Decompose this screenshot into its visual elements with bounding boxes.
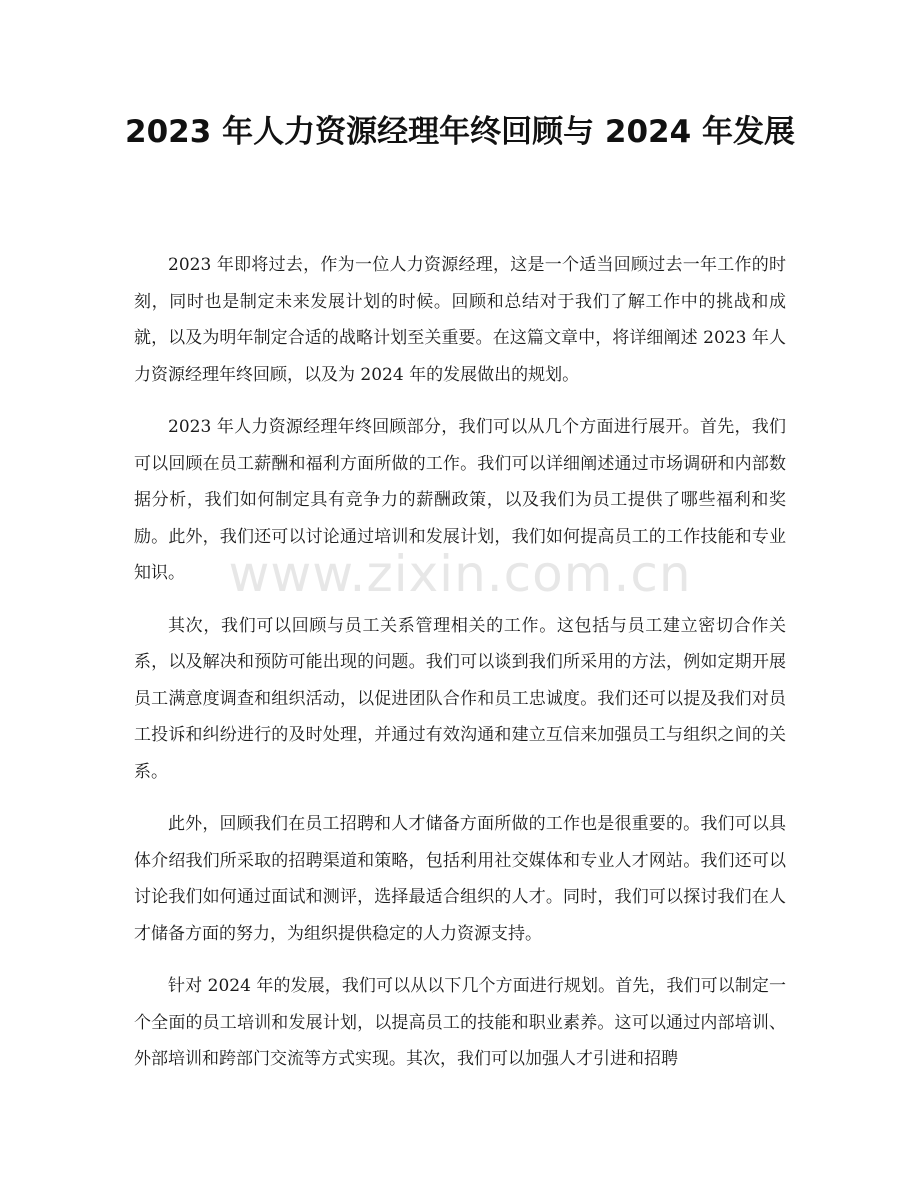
paragraph-4: 此外，回顾我们在员工招聘和人才储备方面所做的工作也是很重要的。我们可以具体介绍我们所采取的招聘渠道和策略，包括利用社交媒体和专业人才网站。我们还可以讨论我们如何通过面试和测评，选择最适合组织的人才。同时，我们可以探讨我们在人才储备方面的努力，为组织提供稳定的人力资源支持。 [134, 814, 786, 944]
document-body [134, 247, 786, 1094]
paragraph-3: 其次，我们可以回顾与员工关系管理相关的工作。这包括与员工建立密切合作关系，以及解决和预防可能出现的问题。我们可以谈到我们所采用的方法，例如定期开展员工满意度调查和组织活动，以促进团队合作和员工忠诚度。我们还可以提及我们对员工投诉和纠纷进行的及时处理，并通过有效沟通和建立互信来加强员工与组织之间的关系。 [134, 615, 786, 782]
watermark: www.zixin.com.cn [228, 545, 692, 603]
paragraph-2: 2023 年人力资源经理年终回顾部分，我们可以从几个方面进行展开。首先，我们可以回顾在员工薪酬和福利方面所做的工作。我们可以详细阐述通过市场调研和内部数据分析，我们如何制定具有竞争力的薪酬政策，以及我们为员工提供了哪些福利和奖励。此外，我们还可以讨论通过培训和发展计划，我们如何提高员工的工作技能和专业知识。 [134, 417, 786, 583]
paragraph-1: 2023 年即将过去，作为一位人力资源经理，这是一个适当回顾过去一年工作的时刻，同时也是制定未来发展计划的时候。回顾和总结对于我们了解工作中的挑战和成就，以及为明年制定合适的战略计划至关重要。在这篇文章中，将详细阐述 2023 年人力资源经理年终回顾，以及为 2024 年的发展做出的规划。 [134, 255, 786, 385]
document-title: 2023 年人力资源经理年终回顾与 2024 年发展 [125, 114, 795, 150]
paragraph-5: 针对 2024 年的发展，我们可以从以下几个方面进行规划。首先，我们可以制定一个全面的员工培训和发展计划，以提高员工的技能和职业素养。这可以通过内部培训、外部培训和跨部门交流等方式实现。其次，我们可以加强人才引进和招聘 [134, 976, 786, 1069]
